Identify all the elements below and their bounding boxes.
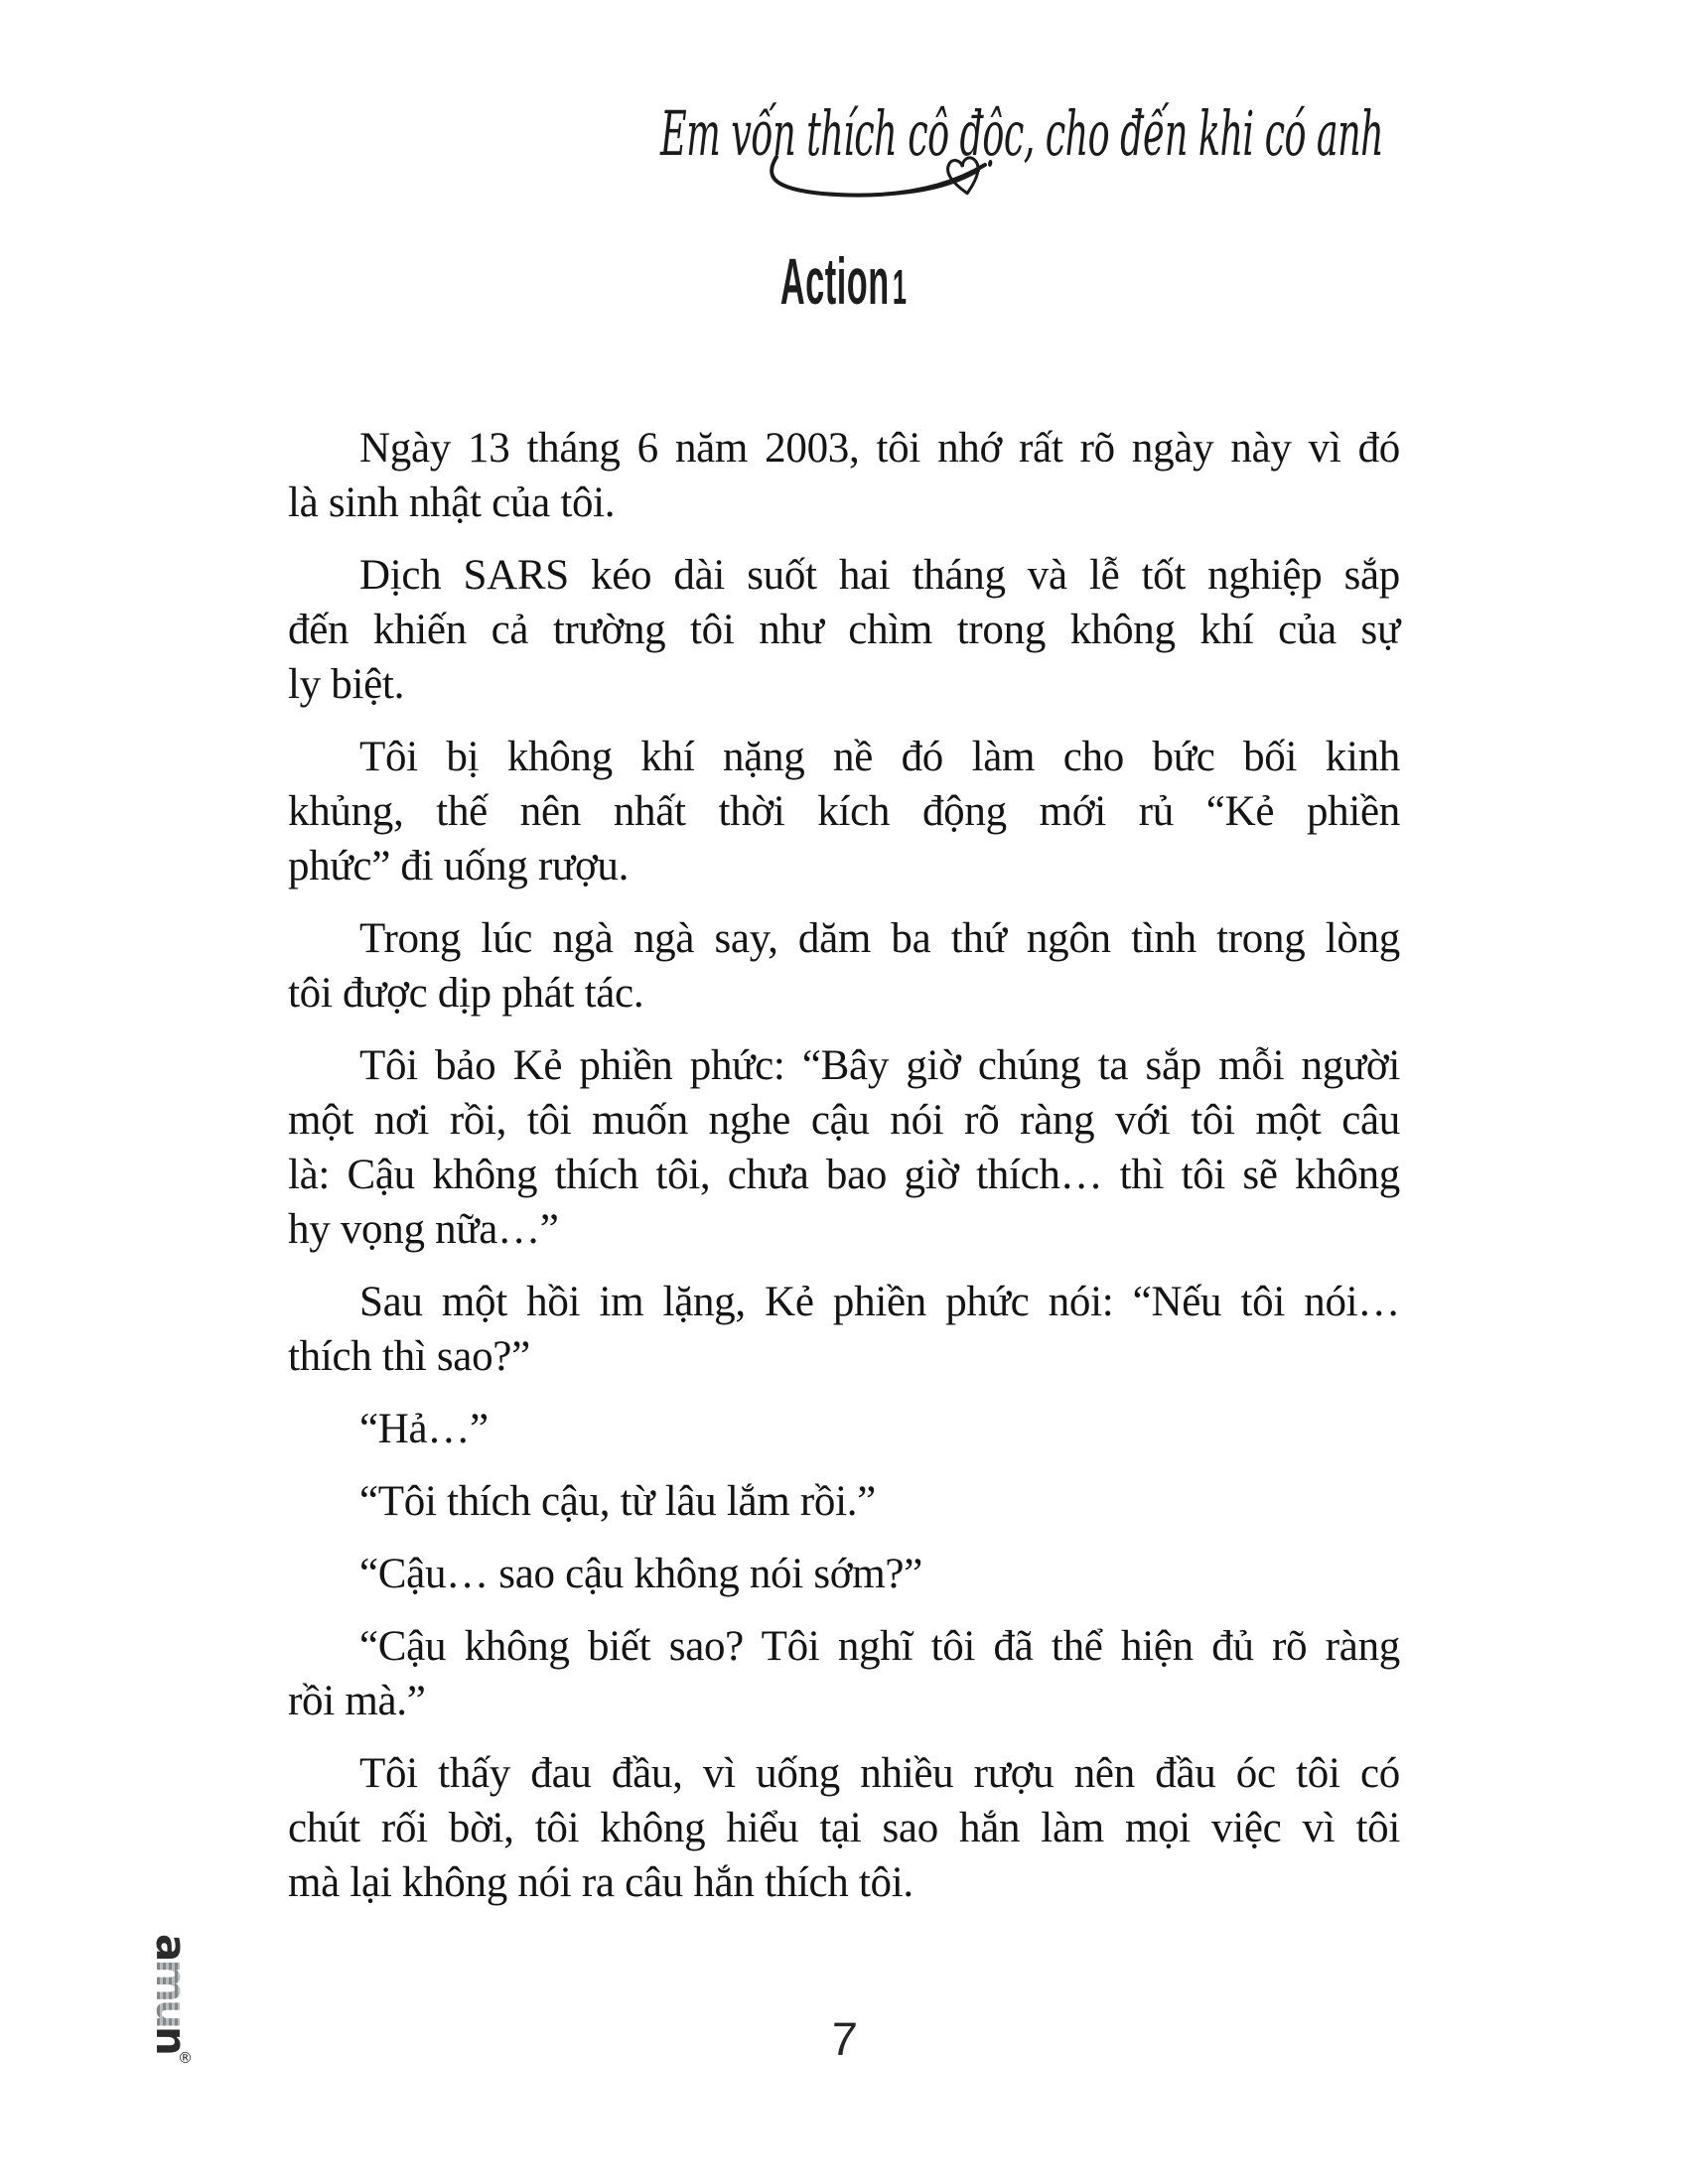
logo-letter-u: u bbox=[147, 1999, 196, 2027]
paragraph bbox=[288, 548, 1400, 712]
logo-letter-m: m bbox=[147, 1959, 196, 2000]
text-line: “Cậu… sao cậu không nói sớm?” bbox=[359, 1551, 922, 1597]
body-text bbox=[288, 421, 1400, 1910]
paragraph bbox=[288, 1746, 1400, 1910]
text-line: thích thì sao?” bbox=[288, 1333, 530, 1380]
text-line: Ngày 13 tháng 6 năm 2003, tôi nhớ rất rõ ngày này vì đó bbox=[359, 425, 1400, 472]
heart-icon bbox=[939, 150, 988, 203]
text-line: Tôi bảo Kẻ phiền phức: “Bây giờ chúng ta sắp mỗi người bbox=[359, 1042, 1400, 1089]
paragraph bbox=[288, 1619, 1400, 1728]
paragraph bbox=[288, 1402, 1400, 1456]
paragraph bbox=[288, 1275, 1400, 1384]
logo-letter-a: a bbox=[147, 1934, 196, 1960]
publisher-logo bbox=[149, 1934, 197, 2065]
logo-letter-n: n bbox=[147, 2026, 196, 2053]
paragraph bbox=[288, 1474, 1400, 1529]
text-line: Tôi thấy đau đầu, vì uống nhiều rượu nên đầu óc tôi có bbox=[359, 1750, 1400, 1797]
registered-trademark-icon: ® bbox=[178, 2049, 193, 2067]
publisher-logo-word bbox=[147, 1934, 196, 2053]
text-line: ly biệt. bbox=[288, 661, 405, 708]
page-number: 7 bbox=[829, 2012, 859, 2065]
text-line: “Hả…” bbox=[359, 1406, 489, 1452]
text-line: Tôi bị không khí nặng nề đó làm cho bức bối kinh bbox=[359, 734, 1400, 780]
paragraph bbox=[288, 1547, 1400, 1601]
text-line: “Cậu không biết sao? Tôi nghĩ tôi đã thể hiện đủ rõ ràng bbox=[359, 1623, 1400, 1670]
text-line: phức” đi uống rượu. bbox=[288, 843, 630, 889]
paragraph bbox=[288, 911, 1400, 1021]
text-line: chút rối bời, tôi không hiểu tại sao hắn làm mọi việc vì tôi bbox=[288, 1805, 1400, 1851]
text-line: hy vọng nữa…” bbox=[288, 1206, 559, 1253]
paragraph bbox=[288, 421, 1400, 530]
series-title: Em vốn thích cô độc, cho đến khi có anh bbox=[659, 97, 1383, 170]
text-line: một nơi rồi, tôi muốn nghe cậu nói rõ ràng với tôi một câu bbox=[288, 1097, 1400, 1144]
text-line: “Tôi thích cậu, từ lâu lắm rồi.” bbox=[359, 1478, 876, 1525]
text-line: Trong lúc ngà ngà say, dăm ba thứ ngôn tình trong lòng bbox=[359, 915, 1400, 962]
chapter-title-word: Action bbox=[780, 244, 891, 318]
text-line: Sau một hồi im lặng, Kẻ phiền phức nói: “Nếu tôi nói… bbox=[359, 1279, 1400, 1325]
text-line: rồi mà.” bbox=[288, 1678, 426, 1724]
paragraph bbox=[288, 1038, 1400, 1257]
text-line: là: Cậu không thích tôi, chưa bao giờ thích… thì tôi sẽ không bbox=[288, 1152, 1400, 1198]
paragraph bbox=[288, 730, 1400, 893]
text-line: mà lại không nói ra câu hắn thích tôi. bbox=[288, 1859, 914, 1906]
text-line: khủng, thế nên nhất thời kích động mới rủ “Kẻ phiền bbox=[288, 788, 1400, 835]
text-line: Dịch SARS kéo dài suốt hai tháng và lễ tốt nghiệp sắp bbox=[359, 552, 1400, 599]
text-line: tôi được dịp phát tác. bbox=[288, 970, 644, 1017]
chapter-title bbox=[0, 244, 1688, 318]
chapter-number: 1 bbox=[893, 261, 908, 315]
text-line: là sinh nhật của tôi. bbox=[288, 479, 616, 526]
text-line: đến khiến cả trường tôi như chìm trong không khí của sự bbox=[288, 607, 1400, 653]
